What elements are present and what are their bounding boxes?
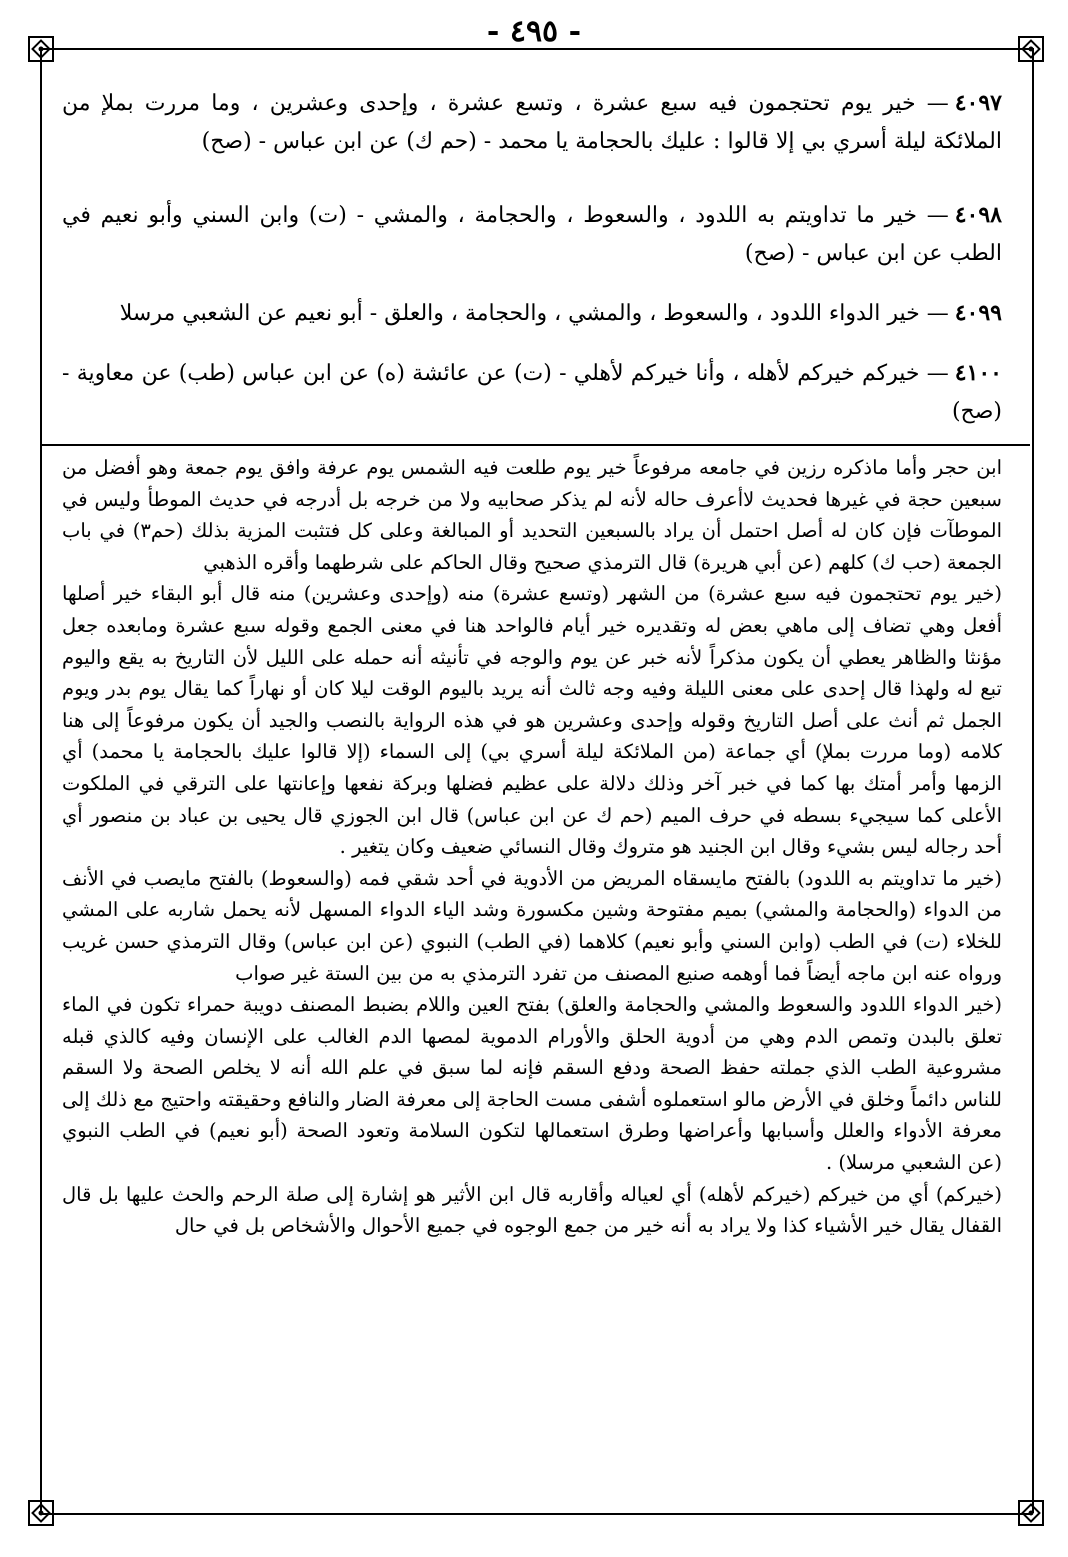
commentary-paragraph: (خير يوم تحتجمون فيه سبع عشرة) من الشهر (وتسع عشرة) منه (وإحدى وعشرين) منه قال أبو البقاء خير أصلها أفعل وهي تضاف إلى ماهي بعض له وتقديره خير أيام فالواحد هنا في معنى الجمع وقوله سبع عشرة ومابعده جعل مؤنثا والظاهر يعطي أن يكون مذكراً لأنه خبر عن يوم والوجه في تأنيثه أنه حمله على الليل لأن التاريخ به يقع واليوم تبع له ولهذا قال إحدى على معنى الليلة وفيه وجه ثالث أنه يريد باليوم الوقت ليلا كان أو نهاراً كما يقال يوم بدر ويوم الجمل ثم أنث على أصل التاريخ وقوله وإحدى وعشرين هو في هذه الرواية بالنصب والجيد أن يكون مرفوعاً إلى هنا كلامه (وما مررت بملإ) أي جماعة (من الملائكة ليلة أسري بي) إلى السماء (إلا قالوا عليك بالحجامة يا محمد) أي الزمها وأمر أمتك بها كما في خبر آخر وذلك دلالة على عظيم فضلها وبركة نفعها وإعانتها على الترقي في الملكوت الأعلى كما سيجيء بسطه في حرف الميم (حم ك عن ابن عباس) قال ابن الجوزي قال يحيى بن عباد بن منصور أي أحد رجاله ليس بشيء وقال ابن الجنيد هو متروك وقال النسائي ضعيف وكان يتغير . bbox=[62, 582, 1002, 859]
section-divider bbox=[40, 444, 1030, 446]
hadith-text: — خير يوم تحتجمون فيه سبع عشرة ، وتسع عشرة ، وإحدى وعشرين ، وما مررت بملإ من الملائكة ليلة أسري بي إلا قالوا : عليك بالحجامة يا محمد - (حم ك) عن ابن عباس - (صح) bbox=[62, 91, 1002, 154]
hadith-4098 bbox=[62, 196, 1002, 273]
page-number: - ٤٩٥ - bbox=[486, 14, 582, 49]
hadith-number: ٤١٠٠ bbox=[954, 360, 1002, 386]
commentary-paragraph: ابن حجر وأما ماذكره رزين في جامعه مرفوعاً خير يوم طلعت فيه الشمس يوم عرفة وافق يوم جمعة وهو أفضل من سبعين حجة في غيرها فحديث لاأعرف حاله لأنه لم يذكر صحابيه ولا من خرجه بل أدرجه في حديث الموطأ وليس في الموطآت فإن كان له أصل احتمل أن يراد بالسبعين التحديد أو المبالغة وعلى كل فتثبت المزية بذلك (حم٣) في باب الجمعة (حب ك) كلهم (عن أبي هريرة) قال الترمذي صحيح وقال الحاكم على شرطهما وأقره الذهبي bbox=[62, 456, 1003, 574]
hadith-4099 bbox=[62, 294, 1002, 333]
commentary-block bbox=[62, 452, 1002, 1242]
commentary-paragraph: (خيركم) أي من خيركم (خيركم لأهله) أي لعياله وأقاربه قال ابن الأثير هو إشارة إلى صلة الرحم والحث عليها بل قال القفال يقال خير الأشياء كذا ولا يراد به أنه خير من جمع الوجوه في جميع الأحوال والأشخاص بل في حال bbox=[62, 1182, 1002, 1238]
commentary-paragraph: (خير الدواء اللدود والسعوط والمشي والحجامة والعلق) بفتح العين واللام بضبط المصنف دويبة حمراء تكون في الماء تعلق بالبدن وتمص الدم وهي من أدوية الحلق والأورام الدموية لمصها الدم الغالب على الإنسان وفيه كالذي قبله مشروعية الطب الذي جملته حفظ الصحة ودفع السقم فإنه لما سبق في علم الله أنه لا يخلص الصحة ولا السقم للناس دائماً وخلق في الأرض مالو استعملوه أشفى مست الحاجة إلى معرفة الضار والنافع وحقيقته واحتيج مع ذلك إلى معرفة الأدواء والعلل وأسبابها وأعراضها وطرق استعمالها لتكون السلامة وتعود الصحة (أبو نعيم) في الطب النبوي (عن الشعبي مرسلا) . bbox=[62, 993, 1002, 1175]
bottom-rule bbox=[40, 1513, 1030, 1515]
commentary-paragraph: (خير ما تداويتم به اللدود) بالفتح مايسقاه المريض من الأدوية في أحد شقي فمه (والسعوط) بالفتح مايصب في الأنف من الدواء (والحجامة والمشي) بميم مفتوحة وشين مكسورة وشد الياء الدواء المسهل لأنه يحمل شاربه على المشي للخلاء (ت) في الطب (وابن السني وأبو نعيم) كلاهما (في الطب) النبوي (عن ابن عباس) وقال الترمذي حسن غريب ورواه عنه ابن ماجه أيضاً فما أوهمه صنيع المصنف من تفرد الترمذي به من بين الستة غير صواب bbox=[62, 866, 1002, 985]
hadith-4097 bbox=[62, 84, 1002, 161]
hadith-text: — خير الدواء اللدود ، والسعوط ، والمشي ، والحجامة ، والعلق - أبو نعيم عن الشعبي مرسلا bbox=[119, 301, 949, 326]
corner-ornament-icon bbox=[26, 1498, 56, 1528]
corner-ornament-icon bbox=[1016, 34, 1046, 64]
hadith-text: — خيركم خيركم لأهله ، وأنا خيركم لأهلي - (ت) عن عائشة (ه) عن ابن عباس (طب) عن معاوية - (صح) bbox=[62, 361, 1002, 424]
hadith-number: ٤٠٩٧ bbox=[954, 90, 1002, 116]
hadith-text: — خير ما تداويتم به اللدود ، والسعوط ، والحجامة ، والمشي - (ت) وابن السني وأبو نعيم في الطب عن ابن عباس - (صح) bbox=[62, 203, 1002, 266]
hadith-number: ٤٠٩٨ bbox=[954, 202, 1002, 228]
top-rule bbox=[40, 48, 1030, 50]
corner-ornament-icon bbox=[1016, 1498, 1046, 1528]
hadith-4100 bbox=[62, 354, 1002, 431]
hadith-number: ٤٠٩٩ bbox=[954, 300, 1002, 326]
corner-ornament-icon bbox=[26, 34, 56, 64]
